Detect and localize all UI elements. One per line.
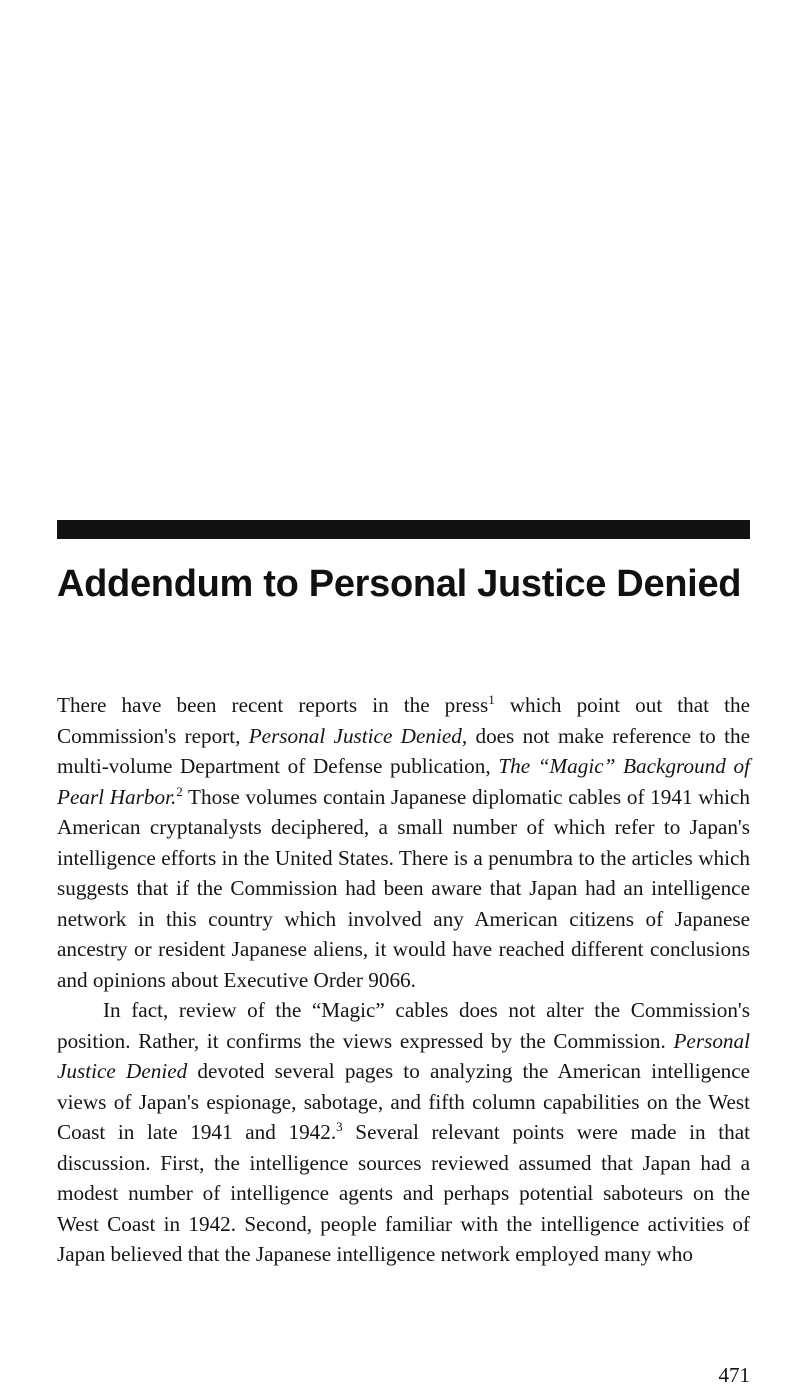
footnote-ref-3: 3 (336, 1118, 343, 1134)
body-text (57, 690, 750, 1270)
paragraph-1-text-3: does not make reference to the multi-volume Department of Defense publication, (57, 723, 750, 778)
report-title-italic-2: Personal Justice Denied (57, 1028, 750, 1083)
publication-title-italic: The “Magic” Background of Pearl Harbor. (57, 754, 751, 809)
paragraph-1-text-1: There have been recent reports in the press (57, 693, 489, 717)
paragraph-2 (57, 995, 750, 1270)
paragraph-2-text-1: In fact, review of the “Magic” cables does not alter the Commission's position. Rather, it confirms the views expressed by the Commission. (57, 998, 750, 1053)
page-number: 471 (718, 1363, 750, 1387)
chapter-title: Addendum to Personal Justice Denied (57, 563, 742, 605)
footnote-ref-2: 2 (176, 783, 183, 799)
paragraph-1-text-4: Those volumes contain Japanese diplomatic cables of 1941 which American cryptanalysts deciphered, a small number of which refer to Japan's intelligence efforts in the United States. There is a penumbra to the articles which suggests that if the Commission had been aware that Japan had an intelligence network in this country which involved any American citizens of Japanese ancestry or resident Japanese aliens, it would have reached different conclusions and opinions about Executive Order 9066. (57, 784, 750, 992)
footnote-ref-1: 1 (488, 691, 495, 707)
section-rule (57, 520, 750, 539)
paragraph-2-text-3: Several relevant points were made in that discussion. First, the intelligence sources reviewed assumed that Japan had a modest number of intelligence agents and perhaps potential saboteurs on the West Coast in 1942. Second, people familiar with the intelligence activities of Japan believed that the Japanese intelligence network employed many who (57, 1120, 751, 1266)
paragraph-2-text-2: devoted several pages to analyzing the American intelligence views of Japan's espionage, sabotage, and fifth column capabilities on the West Coast in late 1941 and 1942. (57, 1059, 751, 1144)
paragraph-1 (57, 690, 750, 995)
paragraph-1-text-2: which point out that the Commission's report, (57, 693, 750, 748)
report-title-italic: Personal Justice Denied, (248, 723, 468, 748)
